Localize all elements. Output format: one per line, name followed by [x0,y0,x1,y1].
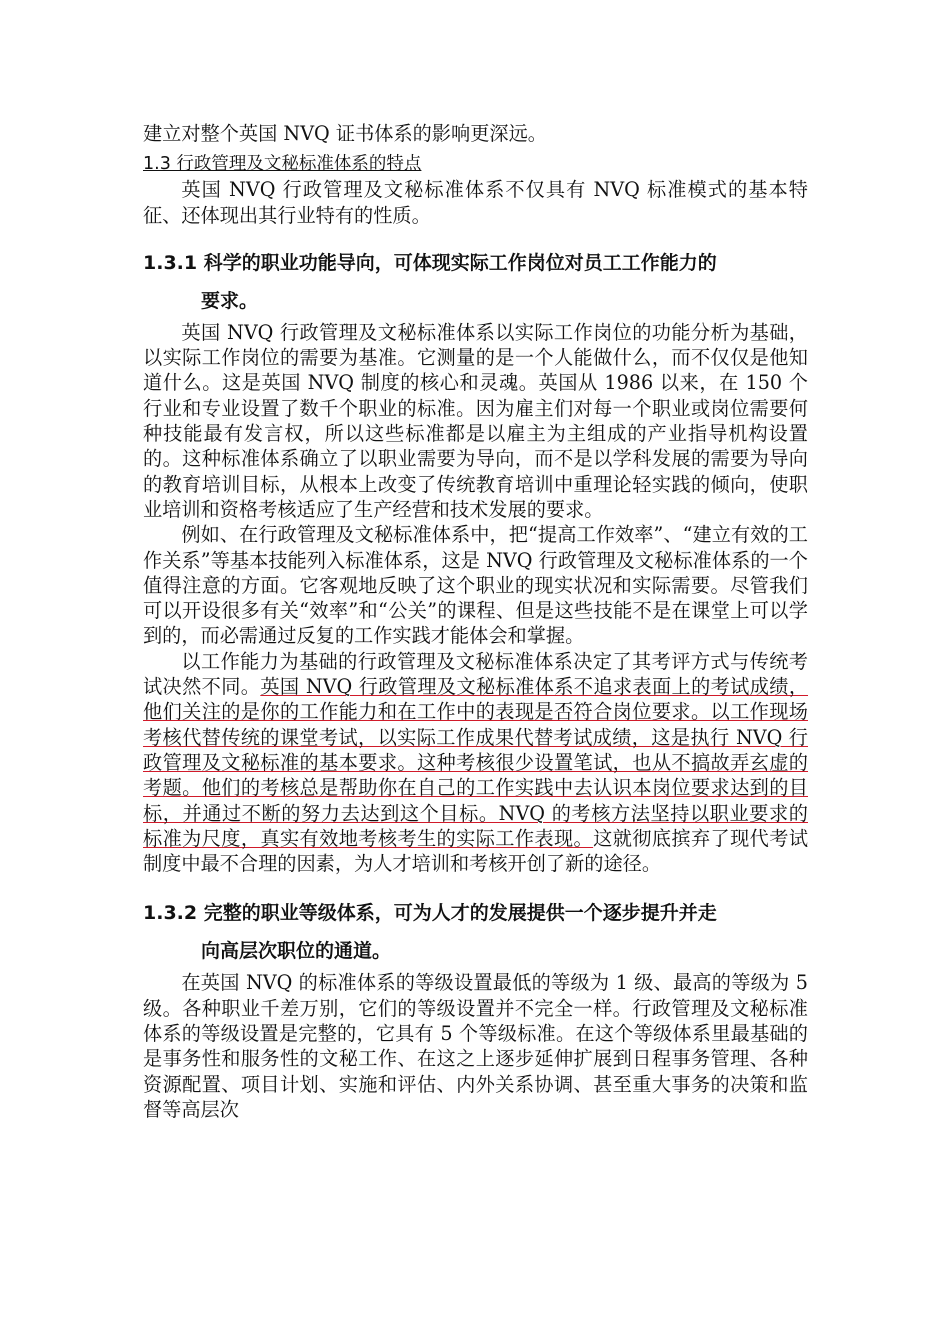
assessment-text-end: 这就彻底摈弃了现代考试制度中最不合理的因素，为人才培训和考核开创了新的途径。 [143,826,809,876]
paragraph-level-system: 在英国 NVQ 的标准体系的等级设置最低的等级为 1 级、最高的等级为 5 级。各种职业千差万别，它们的等级设置并不完全一样。行政管理及文秘标准体系的等级设置是完整的，它具有 5 个等级标准。在这个等级体系里最基础的是事务性和服务性的文秘工作、在这之上逐步延伸扩展到日程事务管理、各种资源配置、项目计划、实施和评估、内外关系协调、甚至重大事务的决策和监督等高层次 [143,971,808,1121]
heading-line-1: 1.3.2 完整的职业等级体系，可为人才的发展提供一个逐步提升并走 [143,902,717,925]
section-title: 1.3 行政管理及文秘标准体系的特点 [143,154,422,175]
paragraph-assessment [143,649,808,877]
assessment-text-start: 以工作能力为基础的行政管理及文秘标准体系决定了其考评方式与传统考试决然不同。 [143,649,808,699]
document-body [143,121,808,1122]
subsection-heading-1-3-1 [143,244,808,320]
heading-line-2: 要求。 [201,289,259,312]
underlined-highlight: 英国 NVQ 行政管理及文秘标准体系不追求表面上的考试成绩，他们关注的是你的工作能力和在工作中的表现是否符合岗位要求。以工作现场考核代替传统的课堂考试，以实际工作成果代替考试成绩，这是执行 NVQ 行政管理及文秘标准的基本要求。这种考核很少设置笔试，也从不搞故弄玄虚的考题。他们的考核总是帮助你在自己的工作实践中去认识本岗位要求达到的目标，并通过不断的努力去达到这个目标。NVQ 的考核方法坚持以职业要求的标准为尺度，真实有效地考核考生的实际工作表现。 [143,675,809,850]
section-intro-paragraph: 英国 NVQ 行政管理及文秘标准体系不仅具有 NVQ 标准模式的基本特征、还体现出其行业特有的性质。 [143,178,808,227]
heading-line-2: 向高层次职位的通道。 [201,940,392,963]
paragraph-function-orientation: 英国 NVQ 行政管理及文秘标准体系以实际工作岗位的功能分析为基础，以实际工作岗位的需要为基准。它测量的是一个人能做什么，而不仅仅是他知道什么。这是英国 NVQ 制度的核心和灵魂。英国从 1986 以来，在 150 个行业和专业设置了数千个职业的标准。因为雇主们对每一个职业或岗位需要何种技能最有发言权，所以这些标准都是以雇主为主组成的产业指导机构设置的。这种标准体系确立了以职业需要为导向，而不是以学科发展的需要为导向的教育培训目标，从根本上改变了传统教育培训中重理论轻实践的倾向，使职业培训和资格考核适应了生产经营和技术发展的要求。 [143,320,808,521]
intro-paragraph: 建立对整个英国 NVQ 证书体系的影响更深远。 [143,122,547,145]
heading-line-1: 1.3.1 科学的职业功能导向，可体现实际工作岗位对员工工作能力的 [143,251,717,274]
subsection-heading-1-3-2 [143,894,808,970]
paragraph-example: 例如、在行政管理及文秘标准体系中，把“提高工作效率”、“建立有效的工作关系”等基本技能列入标准体系，这是 NVQ 行政管理及文秘标准体系的一个值得注意的方面。它客观地反映了这个职业的现实状况和实际需要。尽管我们可以开设很多有关“效率”和“公关”的课程、但是这些技能不是在课堂上可以学到的，而必需通过反复的工作实践才能体会和掌握。 [143,523,808,648]
